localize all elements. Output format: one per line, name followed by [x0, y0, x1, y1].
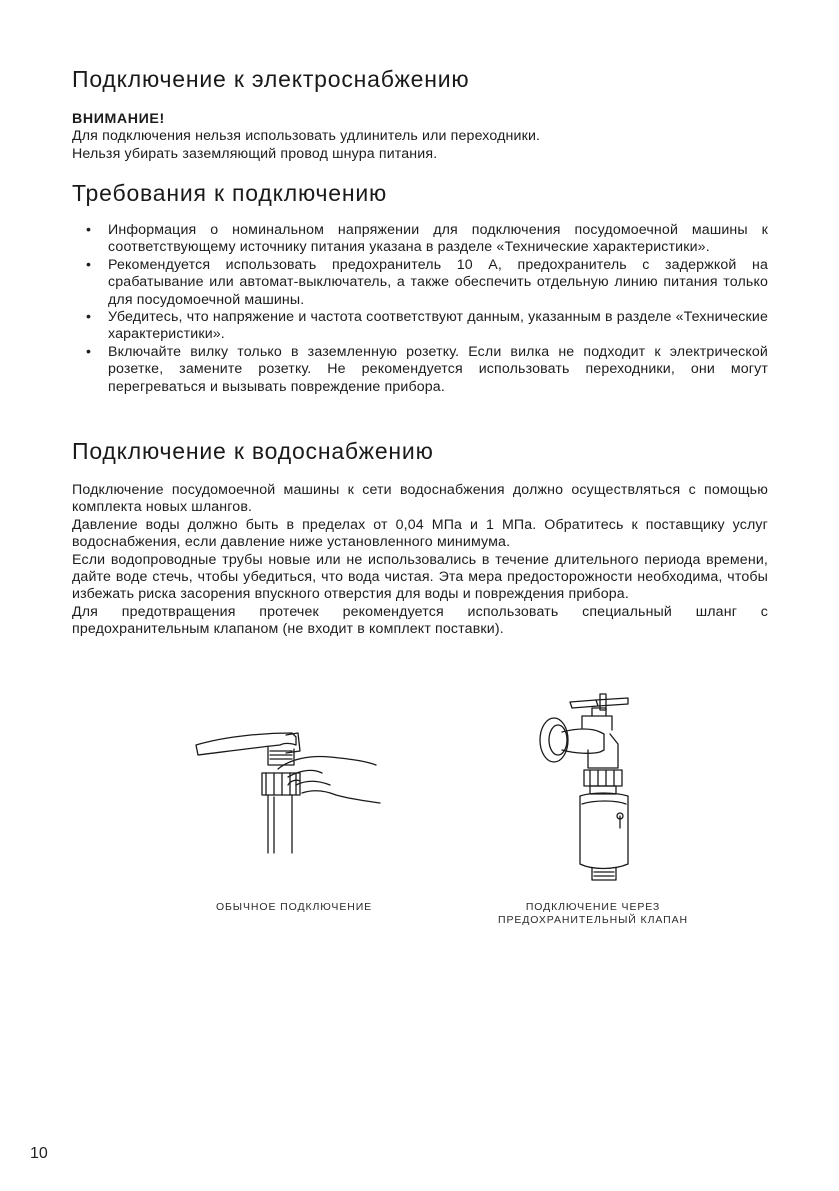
paragraph: Для предотвращения протечек рекомендуется использовать специальный шланг с предохранительным клапаном (не входит в комплект поставки). — [72, 603, 768, 638]
valve-caption-line: ПОДКЛЮЧЕНИЕ ЧЕРЕЗ — [525, 901, 661, 913]
valve-connection-caption — [468, 901, 718, 927]
section-title-water: Подключение к водоснабжению — [72, 438, 434, 464]
section-title-requirements: Требования к подключению — [72, 180, 388, 206]
normal-connection-illustration — [190, 725, 390, 860]
normal-connection-caption: ОБЫЧНОЕ ПОДКЛЮЧЕНИЕ — [215, 901, 373, 913]
warning-block — [72, 111, 768, 163]
valve-caption-line: ПРЕДОХРАНИТЕЛЬНЫЙ КЛАПАН — [498, 914, 688, 926]
section-title-power: Подключение к электроснабжению — [72, 66, 470, 92]
page-number: 10 — [30, 1145, 48, 1162]
warning-line: Для подключения нельзя использовать удлинитель или переходники. — [72, 128, 541, 145]
warning-label: ВНИМАНИЕ! — [72, 111, 165, 127]
water-text — [72, 482, 768, 639]
paragraph: Если водопроводные трубы новые или не использовались в течение длительного периода времени, дайте воде стечь, чтобы убедиться, что вода чистая. Эта мера предосторожности необходима, чтобы избежать риска засорения впускного отверстия для воды и повреждения прибора. — [72, 551, 768, 603]
warning-line: Нельзя убирать заземляющий провод шнура питания. — [72, 145, 438, 162]
valve-connection-illustration — [532, 688, 672, 888]
list-item: • Рекомендуется использовать предохранитель 10 А, предохранитель с задержкой на срабатывание или автомат-выключатель, а также обеспечить отдельную линию питания только для посудомоечной машины. — [72, 257, 768, 309]
paragraph: Давление воды должно быть в пределах от 0,04 МПа и 1 МПа. Обратитесь к поставщику услуг водоснабжения, если давление ниже установленного минимума. — [72, 516, 768, 551]
requirements-list — [72, 222, 768, 396]
list-item: • Включайте вилку только в заземленную розетку. Если вилка не подходит к электрической розетке, замените розетку. Не рекомендуется использовать переходники, они могут перегреваться и вызывать повреждение прибора. — [72, 344, 768, 396]
paragraph: Подключение посудомоечной машины к сети водоснабжения должно осуществляться с помощью комплекта новых шлангов. — [72, 482, 768, 516]
list-item: • Информация о номинальном напряжении для подключения посудомоечной машины к соответствующему источнику питания указана в разделе «Технические характеристики». — [72, 222, 768, 257]
list-item: • Убедитесь, что напряжение и частота соответствуют данным, указанным в разделе «Технические характеристики». — [72, 309, 768, 344]
